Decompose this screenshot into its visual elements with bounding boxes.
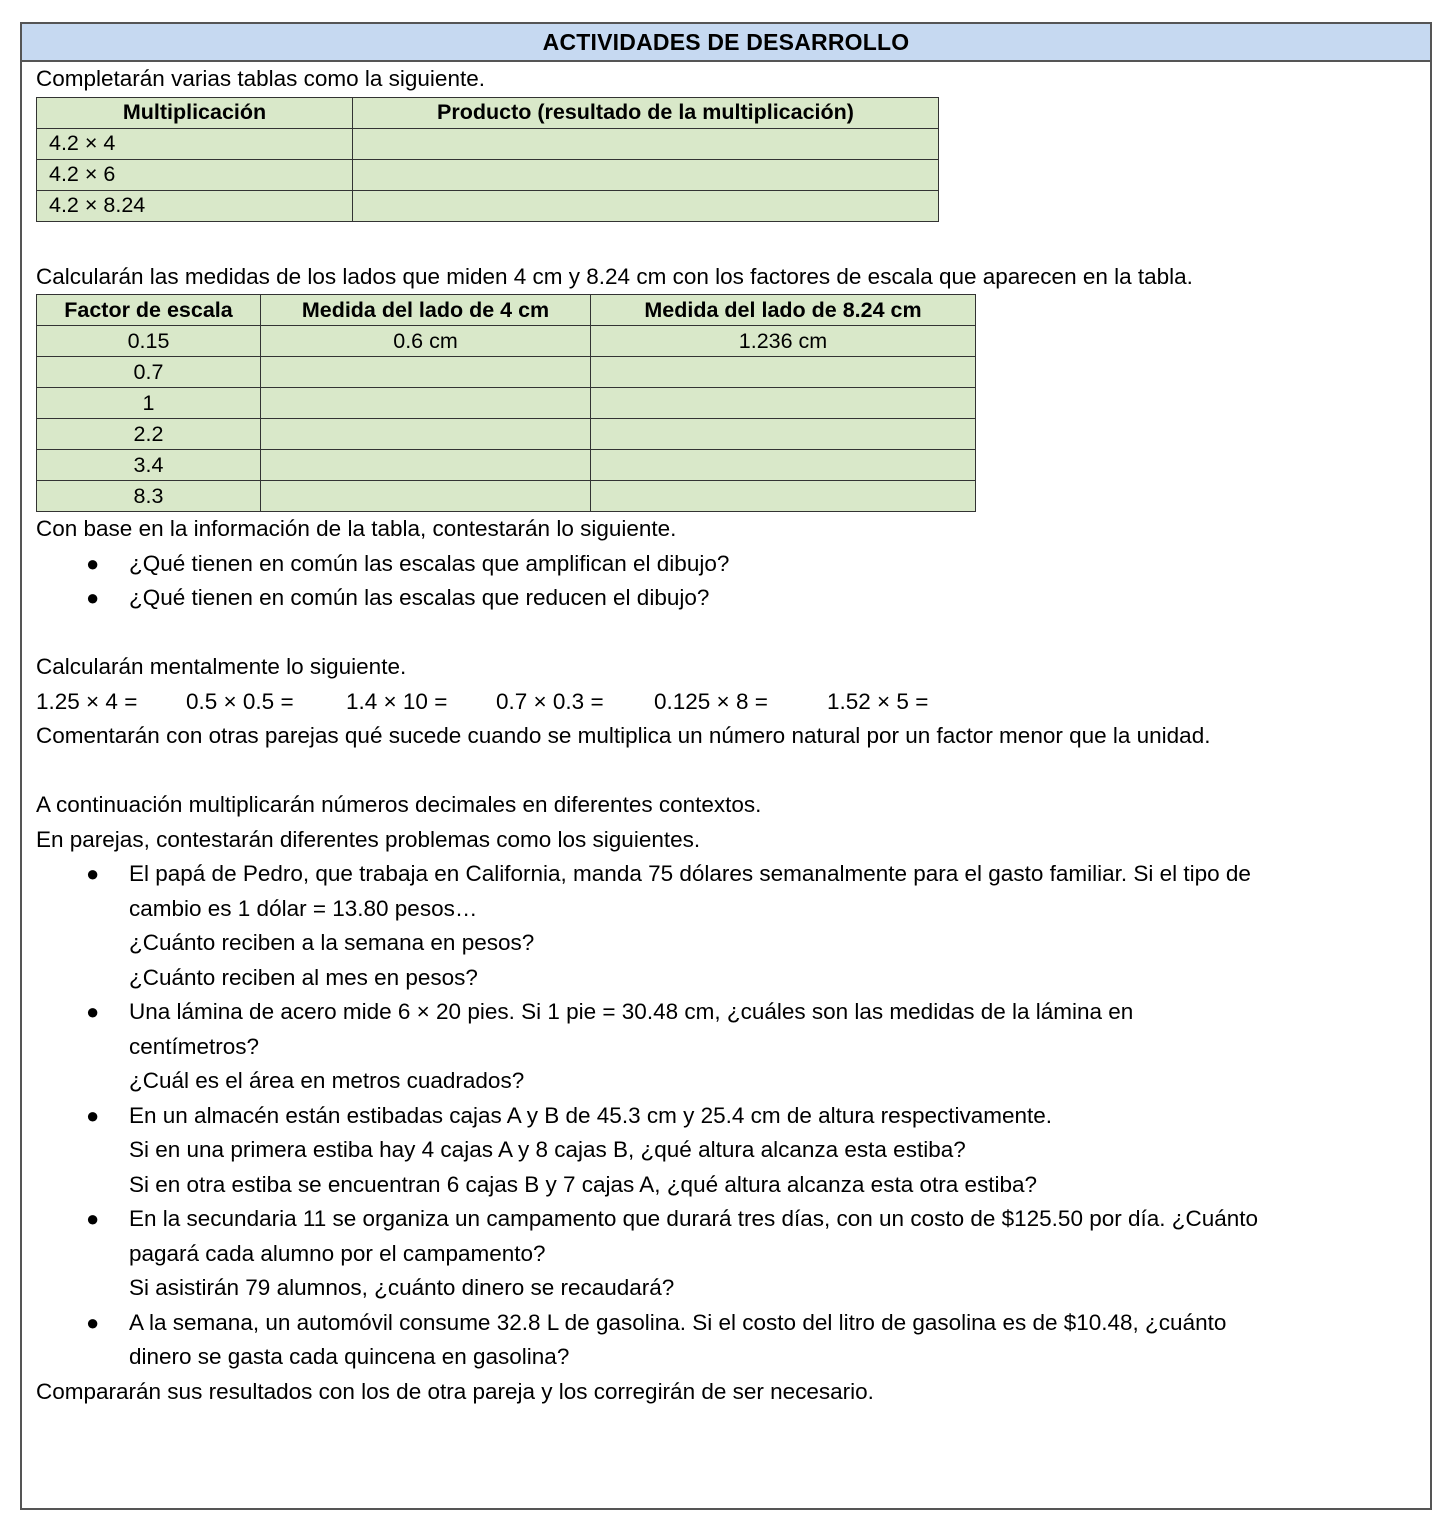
table-cell: 0.15: [37, 326, 261, 357]
table-cell: 1: [37, 388, 261, 419]
list-item: ● Una lámina de acero mide 6 × 20 pies. Si 1 pie = 30.48 cm, ¿cuáles son las medidas de la lámina en centímetros? ¿Cuál es el área en metros cuadrados?: [36, 995, 1420, 1099]
table-cell-empty: [261, 357, 591, 388]
table-cell: 4.2 × 6: [37, 159, 353, 190]
table-cell-empty: [353, 190, 939, 221]
table-cell: 0.7: [37, 357, 261, 388]
list-item: ● ¿Qué tienen en común las escalas que amplifican el dibujo?: [36, 547, 1420, 582]
comment-text: Comentarán con otras parejas qué sucede cuando se multiplica un número natural por un factor menor que la unidad.: [36, 723, 1211, 748]
table-row: [37, 357, 976, 388]
bullet-icon: ●: [86, 1102, 100, 1128]
list-item: ● En un almacén están estibadas cajas A y B de 45.3 cm y 25.4 cm de altura respectivamente. Si en una primera estiba hay 4 cajas A y 8 cajas B, ¿qué altura alcanza esta estiba? Si en otra estiba se encuentran 6 cajas B y 7 cajas A, ¿qué altura alcanza esta otra estiba?: [36, 1099, 1420, 1203]
list-item: ● En la secundaria 11 se organiza un campamento que durará tres días, con un costo de $125.50 por día. ¿Cuánto pagará cada alumno por el campamento? Si asistirán 79 alumnos, ¿cuánto dinero se recaudará?: [36, 1202, 1420, 1306]
section-header: ACTIVIDADES DE DESARROLLO: [22, 24, 1430, 62]
table-cell-empty: [591, 357, 976, 388]
intro-text-3: Con base en la información de la tabla, contestarán lo siguiente.: [36, 516, 677, 541]
closing-text: Compararán sus resultados con los de otra pareja y los corregirán de ser necesario.: [36, 1378, 874, 1404]
intro-text-2: Calcularán las medidas de los lados que miden 4 cm y 8.24 cm con los factores de escala que aparecen en la tabla.: [36, 263, 1193, 289]
scale-factor-table: [36, 294, 976, 512]
bullet-icon: ●: [86, 999, 100, 1024]
table-row: [37, 419, 976, 450]
table-cell: 2.2: [37, 419, 261, 450]
table-header: Medida del lado de 8.24 cm: [591, 295, 976, 326]
calc-op: 1.25 × 4 =: [36, 688, 138, 714]
continue-text: A continuación multiplicarán números decimales en diferentes contextos.: [36, 792, 762, 817]
table-cell-empty: [261, 481, 591, 512]
table-cell-empty: [261, 419, 591, 450]
table-row: [37, 128, 939, 159]
table-cell-empty: [591, 481, 976, 512]
bullet-icon: ●: [86, 585, 100, 610]
table-cell: 8.3: [37, 481, 261, 512]
table-header: Medida del lado de 4 cm: [261, 295, 591, 326]
table-cell-empty: [591, 450, 976, 481]
bullet-icon: ●: [86, 861, 100, 886]
list-item: ● El papá de Pedro, que trabaja en California, manda 75 dólares semanalmente para el gasto familiar. Si el tipo de cambio es 1 dólar = 13.80 pesos… ¿Cuánto reciben a la semana en pesos? ¿Cuánto reciben al mes en pesos?: [36, 857, 1420, 995]
table-header: Multiplicación: [37, 97, 353, 128]
table-row: [37, 190, 939, 221]
table-row: [37, 159, 939, 190]
calc-op: 0.5 × 0.5 =: [186, 688, 294, 714]
table-header: Producto (resultado de la multiplicación): [353, 97, 939, 128]
calc-op: 0.125 × 8 =: [654, 688, 768, 714]
question-list: [36, 547, 1420, 616]
bullet-icon: ●: [86, 1309, 100, 1335]
bullet-icon: ●: [86, 550, 100, 576]
calc-op: 1.4 × 10 =: [346, 688, 448, 714]
list-item: ● A la semana, un automóvil consume 32.8 L de gasolina. Si el costo del litro de gasolina es de $10.48, ¿cuánto dinero se gasta cada quincena en gasolina?: [36, 1306, 1420, 1375]
mental-calc-row: [36, 685, 1420, 720]
table-row: [37, 388, 976, 419]
activity-frame: [20, 22, 1432, 1510]
table-cell-empty: [591, 419, 976, 450]
table-cell-empty: [353, 159, 939, 190]
table-row: [37, 481, 976, 512]
table-cell: 0.6 cm: [261, 326, 591, 357]
calc-op: 0.7 × 0.3 =: [496, 688, 604, 714]
table-cell: 3.4: [37, 450, 261, 481]
problem-list: [36, 857, 1420, 1375]
table-row: [37, 326, 976, 357]
mental-calc-title: Calcularán mentalmente lo siguiente.: [36, 654, 407, 679]
table-cell: 1.236 cm: [591, 326, 976, 357]
multiplication-table: [36, 97, 939, 222]
table-cell-empty: [353, 128, 939, 159]
table-header: Factor de escala: [37, 295, 261, 326]
pairs-text: En parejas, contestarán diferentes problemas como los siguientes.: [36, 826, 701, 852]
table-cell: 4.2 × 4: [37, 128, 353, 159]
table-cell: 4.2 × 8.24: [37, 190, 353, 221]
calc-op: 1.52 × 5 =: [827, 688, 929, 714]
table-row: [37, 450, 976, 481]
table-cell-empty: [591, 388, 976, 419]
table-cell-empty: [261, 388, 591, 419]
list-item: ● ¿Qué tienen en común las escalas que reducen el dibujo?: [36, 581, 1420, 616]
content: [36, 62, 1420, 1409]
bullet-icon: ●: [86, 1206, 100, 1231]
table-cell-empty: [261, 450, 591, 481]
intro-text-1: Completarán varias tablas como la siguiente.: [36, 66, 485, 91]
